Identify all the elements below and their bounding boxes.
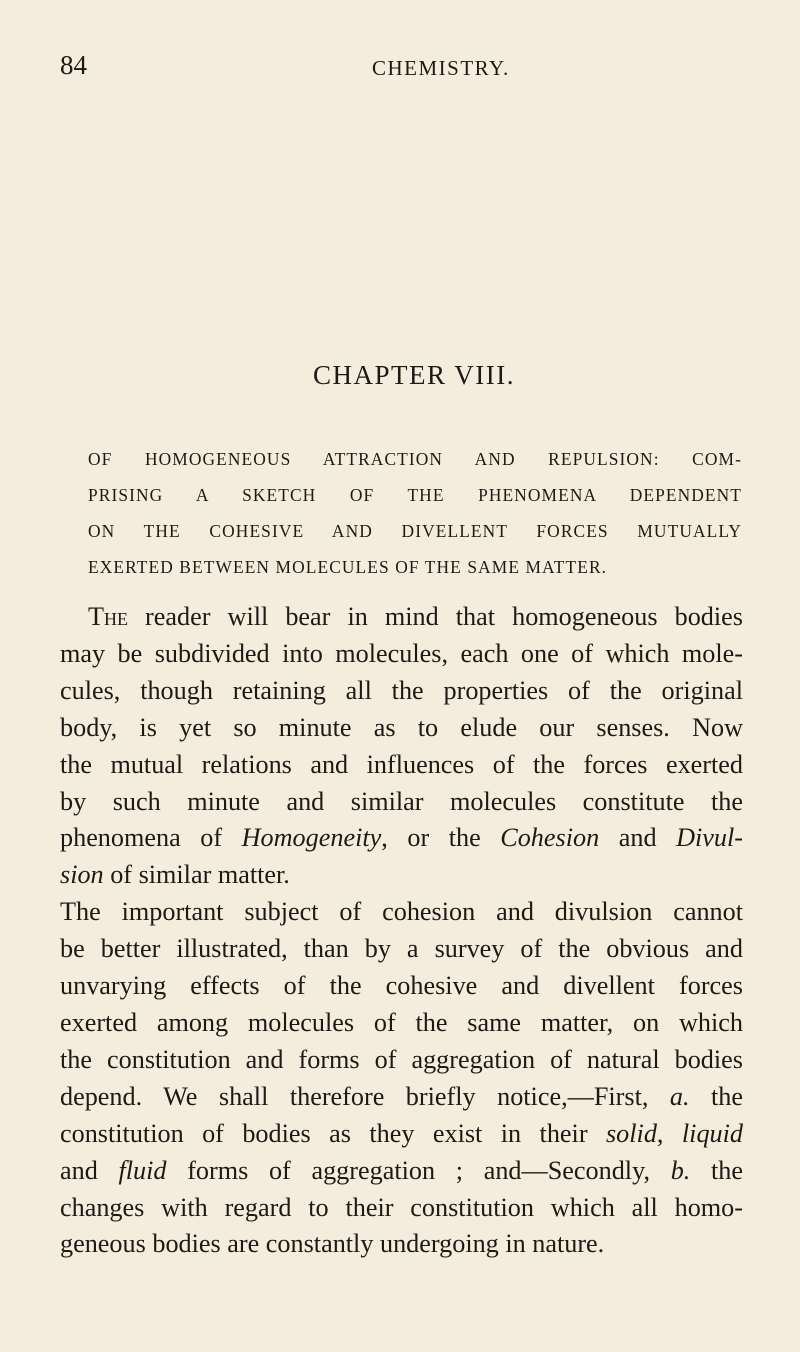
italic-term: solid [605, 1118, 657, 1148]
paragraph-line: depend. We shall therefore briefly notice,—First, a. the [60, 1081, 743, 1111]
paragraph-line: phenomena of Homogeneity, or the Cohesion and Divul- [60, 823, 743, 853]
chapter-heading: CHAPTER VIII. [312, 360, 515, 390]
paragraph-line: may be subdivided into molecules, each one of which mole- [60, 638, 743, 668]
paragraph-line: exerted among molecules of the same matter, on which [60, 1007, 743, 1037]
paragraph-line: geneous bodies are constantly undergoing in nature. [60, 1229, 605, 1259]
chapter-subtitle-line: ON THE COHESIVE AND DIVELLENT FORCES MUTUALLY [88, 521, 742, 541]
italic-term: a. [669, 1081, 690, 1111]
italic-term: Homogeneity [241, 823, 382, 853]
paragraph-line: and fluid forms of aggregation ; and—Secondly, b. the [60, 1155, 743, 1185]
opening-word: The [88, 602, 128, 631]
chapter-subtitle-line: OF HOMOGENEOUS ATTRACTION AND REPULSION: COM- [88, 449, 742, 469]
paragraph-line: cules, though retaining all the properties of the original [60, 675, 743, 705]
italic-term: Divul- [676, 823, 743, 853]
paragraph-line: The important subject of cohesion and divulsion cannot [60, 897, 743, 927]
paragraph-line: by such minute and similar molecules constitute the [60, 786, 743, 816]
paragraph-line: sion of similar matter. [60, 860, 290, 890]
paragraph-line: unvarying effects of the cohesive and divellent forces [60, 971, 743, 1001]
paragraph-line: body, is yet so minute as to elude our senses. Now [60, 712, 743, 742]
paragraph-line: The reader will bear in mind that homogeneous bodies [88, 602, 743, 631]
chapter-subtitle-line: EXERTED BETWEEN MOLECULES OF THE SAME MATTER. [88, 557, 608, 577]
italic-term: Cohesion [500, 823, 600, 853]
chapter-subtitle [60, 441, 742, 585]
running-title: CHEMISTRY. [372, 56, 510, 80]
paragraph-line: be better illustrated, than by a survey of the obvious and [60, 934, 743, 964]
italic-term: fluid [118, 1155, 167, 1185]
chapter-subtitle-line: PRISING A SKETCH OF THE PHENOMENA DEPENDENT [88, 485, 742, 505]
italic-term: liquid [681, 1118, 744, 1148]
italic-term: b. [670, 1155, 691, 1185]
italic-term: sion [60, 860, 104, 890]
running-head [60, 50, 740, 90]
paragraph-line: constitution of bodies as they exist in their solid, liquid [60, 1118, 744, 1148]
paragraph-line: the constitution and forms of aggregation of natural bodies [60, 1044, 743, 1074]
page-number: 84 [60, 50, 87, 80]
paragraph-line: changes with regard to their constitution which all homo- [60, 1192, 743, 1222]
paragraph-line: the mutual relations and influences of the forces exerted [60, 749, 743, 779]
body-text [60, 599, 743, 1263]
